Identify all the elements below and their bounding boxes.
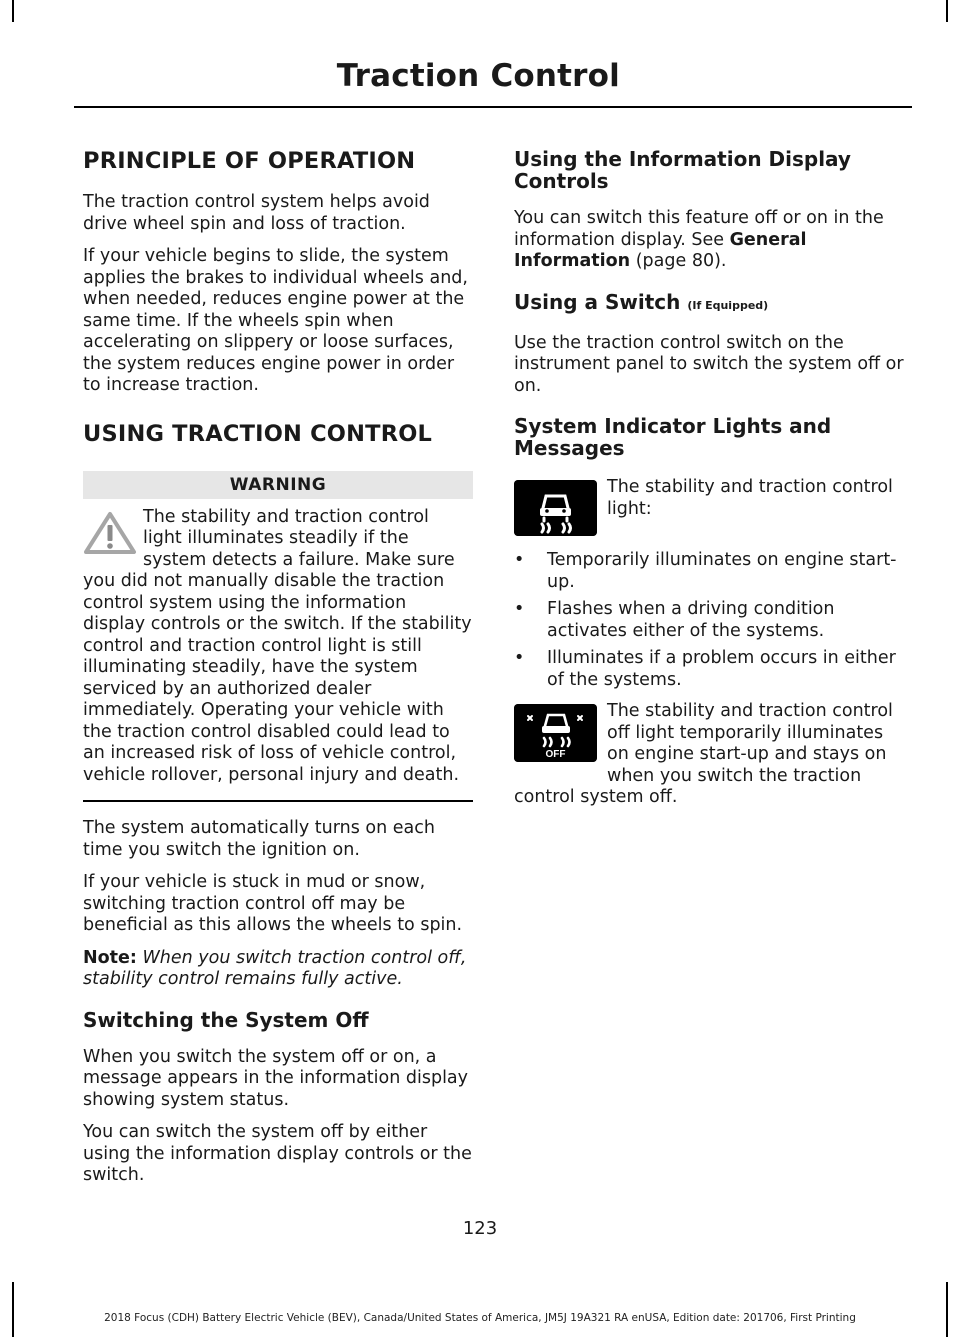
cross-reference-link[interactable]: General Information	[514, 229, 807, 271]
indicator-description: The stability and traction control off light temporarily illuminates on engine start-up and stays on when you switch the traction control system off.	[514, 701, 893, 807]
paragraph	[514, 208, 904, 273]
list-item	[514, 550, 904, 593]
paragraph: If your vehicle begins to slide, the system applies the brakes to individual wheels and, when needed, reduces engine power at the same time. If the wheels spin when accelerating on slippery or loose surfaces, the system reduces engine power in order to increase traction.	[83, 246, 468, 395]
list-item	[514, 599, 904, 642]
heading-principle-of-operation: PRINCIPLE OF OPERATION	[83, 148, 416, 174]
indicator-description: The stability and traction control light:	[607, 477, 893, 519]
list-item-text: Flashes when a driving condition activates either of the systems.	[547, 599, 835, 641]
crop-mark	[12, 0, 14, 22]
paragraph: Use the traction control switch on the instrument panel to switch the system off or on.	[514, 332, 904, 396]
crop-mark	[946, 0, 948, 22]
heading-text: Using a Switch	[514, 289, 681, 314]
off-label: OFF	[545, 749, 566, 760]
stability-traction-control-light-icon	[514, 480, 597, 536]
list-item	[514, 648, 904, 691]
paragraph: If your vehicle is stuck in mud or snow, switching traction control off may be beneficial as this allows the wheels to spin.	[83, 872, 463, 935]
heading-system-indicator-lights: System Indicator Lights and Messages	[514, 414, 832, 460]
indicator-bullet-list	[514, 550, 904, 691]
header-divider	[74, 106, 912, 108]
indicator-block	[514, 701, 904, 820]
heading-using-traction-control: USING TRACTION CONTROL	[83, 420, 433, 447]
heading-switching-the-system-off: Switching the System Off	[83, 1007, 369, 1032]
page-reference: (page 80).	[635, 251, 727, 271]
warning-triangle-icon	[83, 511, 137, 555]
indicator-block	[514, 477, 904, 540]
list-item-text: Temporarily illuminates on engine start-up.	[547, 550, 897, 592]
note-label: Note:	[83, 947, 137, 968]
bullet-marker: •	[514, 648, 525, 668]
paragraph: You can switch the system off by either using the information display controls or the switch.	[83, 1122, 472, 1185]
warning-divider	[83, 800, 473, 802]
footer-edition-info: 2018 Focus (CDH) Battery Electric Vehicle (BEV), Canada/United States of America, JM5J 19A321 RA enUSA, Edition date: 201706, First Printing	[104, 1312, 856, 1324]
paragraph: The traction control system helps avoid drive wheel spin and loss of traction.	[83, 192, 430, 234]
bullet-marker: •	[514, 599, 525, 619]
paragraph: The system automatically turns on each time you switch the ignition on.	[83, 818, 435, 860]
list-item-text: Illuminates if a problem occurs in either of the systems.	[547, 648, 896, 690]
note	[83, 948, 473, 991]
warning-text: The stability and traction control light illuminates steadily if the system detects a failure. Make sure you did not manually disable the traction control system using the information display controls or the switch. If the stability control and traction control light is still illuminating steadily, have the system serviced by an authorized dealer immediately. Operating your vehicle with the traction control disabled could lead to an increased risk of loss of vehicle control, vehicle rollover, personal injury and death.	[83, 506, 472, 785]
crop-mark	[12, 1282, 14, 1337]
paragraph-text: You can switch this feature off or on in the information display. See	[514, 208, 884, 250]
traction-control-off-light-icon	[514, 704, 597, 762]
paragraph: When you switch the system off or on, a message appears in the information display showing system status.	[83, 1046, 469, 1110]
if-equipped-label: (If Equipped)	[687, 298, 769, 312]
heading-information-display-controls: Using the Information Display Controls	[514, 147, 851, 193]
left-column	[83, 140, 473, 1198]
warning-box	[83, 507, 473, 803]
heading-using-a-switch	[514, 291, 904, 317]
crop-mark	[946, 1282, 948, 1337]
right-column	[514, 140, 904, 820]
page-number: 123	[462, 1218, 498, 1239]
bullet-marker: •	[514, 550, 525, 570]
warning-label: WARNING	[83, 471, 473, 499]
page-title: Traction Control	[336, 58, 620, 94]
note-text: When you switch traction control off, stability control remains fully active.	[83, 947, 467, 989]
